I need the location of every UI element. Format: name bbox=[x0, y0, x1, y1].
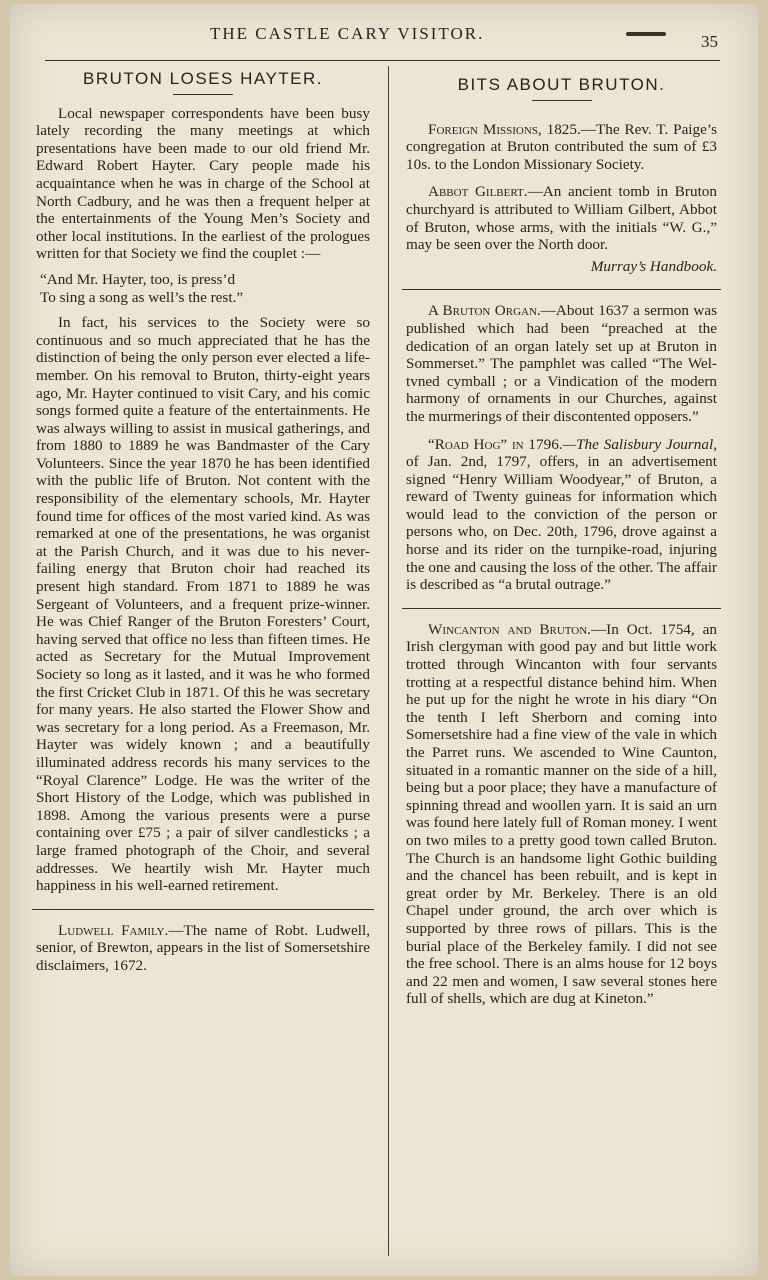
foreign-lead: Foreign Missions, 1825. bbox=[428, 120, 581, 138]
organ-lead: A Bruton Organ. bbox=[428, 302, 541, 320]
hayter-paragraph-2: In fact, his services to the Society were so continuous and so much appreciated that he has the distinction of being the only person ever elected a life-member. On his removal to Bruton, thirty-eight years ago, Mr. Hayter continued to visit Cary, and his comic songs formed quite a feature of the entertainments. He was always willing to assist in musical gatherings, and from 1880 to 1889 he was Bandmaster of the Cary Volunteers. Since the year 1870 he has been identified with the public life of Bruton. Not content with the responsibility of the elementary schools, Mr. Hayter found time for offices of the most varied kind. As was remarked at one of the presentations, he was organist at the Parish Church, and it was due to his never-failing energy that Bruton choir had reached its present high standard. From 1871 to 1889 he was Sergeant of Volunteers, and a frequent prize-winner. He was Chief Ranger of the Bruton Foresters’ Court, having served that office no less than fifteen times. He acted as Secretary for the Mutual Improvement Society so long as it lasted, and it was he who formed the first Cricket Club in 1871. Of this he was secretary for many years. He also started the Flower Show and was secretary for a long period. As a Freemason, Mr. Hayter was widely known ; and a beautifully illuminated address records his many services to the “Royal Clarence” Lodge. He was the writer of the Short History of the Lodge, which was published in 1898. Among the various presents were a purse containing over £75 ; a pair of silver candlesticks ; a large framed photograph of the Choir, and several addresses. We heartily wish Mr. Hayter much happiness in his well-earned retirement. bbox=[36, 314, 370, 895]
foreign-text: —The Rev. T. Paige’s congregation at Bruton contributed the sum of £3 10s. to the London Missionary Society. bbox=[406, 120, 717, 173]
wincanton-text: —In Oct. 1754, an Irish clergyman with good pay and but little work trotted through Wincanton with four servants trotting at a respectful distance behind him. When he put up for the night he wrote in his diary “On the tenth I left Sherborn and coming into Somersetshire had a fine view of the vale in which the Parret runs. We ascended to Wine Caunton, situated in a romantic manner on the side of a hill, being but a poor place; they have a manufacture of spinning thread and woollen yarn. It is said an urn was found here lately full of Roman money. I went on two miles to a pretty good town called Bruton. The Church is an handsome light Gothic building and the chancel has been rebuilt, and is kept in great order by Mr. Berkeley. There is an old Chapel under ground, the arch over which is supported by three rows of pillars. This is the burial place of the Berkeley family. I did not see the free school. There is an alms house for 12 boys and 22 men and women, I saw several stones here full of shells, which are dug at Kineton.” bbox=[406, 620, 717, 1008]
ludwell-text: —The name of Robt. Ludwell, senior, of Brewton, appears in the list of Somersetshire disclaimers, 1672. bbox=[36, 921, 370, 974]
ludwell-lead: Ludwell Family. bbox=[58, 921, 169, 939]
couplet-line-2: To sing a song as well’s the rest.” bbox=[40, 288, 244, 306]
section-rule bbox=[402, 289, 721, 290]
abbot-text: —An ancient tomb in Bruton churchyard is attributed to William Gilbert, Abbot of Bruton, whose arms, with the initials “W. G.,” may be seen over the North door. bbox=[406, 183, 717, 254]
section-rule bbox=[402, 608, 721, 609]
ludwell-paragraph bbox=[36, 922, 370, 975]
abbot-lead: Abbot Gilbert. bbox=[428, 183, 528, 201]
heading-rule bbox=[532, 100, 592, 101]
organ-text: —About 1637 a sermon was published which had been “preached at the dedication of an organ lately set up at Bruton in Sommerset.” The pamphlet was called “The Wel-tvned cymball ; or a Vindication of the modern harmony of ornaments in our Churches, against the murmerings of their discontented opposers.” bbox=[406, 302, 717, 425]
column-divider bbox=[388, 66, 389, 1256]
page bbox=[10, 4, 758, 1276]
article-heading-bruton: BITS ABOUT BRUTON. bbox=[457, 75, 666, 94]
ink-mark bbox=[626, 32, 666, 36]
road-hog-paragraph bbox=[406, 436, 717, 594]
roadhog-lead: “Road Hog” in 1796. bbox=[428, 435, 563, 453]
running-header bbox=[10, 22, 758, 52]
article-heading-hayter: BRUTON LOSES HAYTER. bbox=[82, 69, 324, 88]
organ-paragraph bbox=[406, 302, 717, 425]
couplet-line-1: “And Mr. Hayter, too, is press’d bbox=[40, 270, 236, 288]
abbot-gilbert-paragraph bbox=[406, 183, 717, 253]
couplet bbox=[36, 271, 370, 306]
publication-title: THE CASTLE CARY VISITOR. bbox=[210, 24, 485, 43]
section-rule bbox=[32, 909, 374, 910]
abbot-source: Murray’s Handbook. bbox=[590, 257, 717, 275]
page-number: 35 bbox=[701, 32, 718, 51]
heading-rule bbox=[173, 94, 233, 95]
wincanton-lead: Wincanton and Bruton. bbox=[428, 620, 591, 638]
wincanton-paragraph bbox=[406, 621, 717, 1008]
roadhog-text: of Jan. 2nd, 1797, offers, in an advertisement signed “Henry William Woodyear,” of Bruton, a reward of Twenty guineas for information which would lead to the conviction of the person or persons who, on Dec. 20th, 1796, drove against a horse and its rider on the turnpike-road, injuring the one and causing the loss of the other. The affair is described as “a brutal outrage.” bbox=[406, 453, 717, 594]
hayter-paragraph-1: Local newspaper correspondents have been busy lately recording the many meetings at which presentations have been made to our old friend Mr. Edward Robert Hayter. Cary people made his acquaintance when he was in charge of the School at North Cadbury, and he was then a frequent helper at the entertainments of the Young Men’s Society and other local institutions. In the earliest of the prologues written for that Society we find the couplet :— bbox=[36, 104, 370, 263]
right-column bbox=[406, 76, 717, 1008]
roadhog-journal: —The Salisbury Journal, bbox=[562, 435, 717, 453]
header-rule bbox=[45, 60, 720, 61]
foreign-missions-paragraph bbox=[406, 121, 717, 174]
left-column bbox=[36, 70, 370, 975]
